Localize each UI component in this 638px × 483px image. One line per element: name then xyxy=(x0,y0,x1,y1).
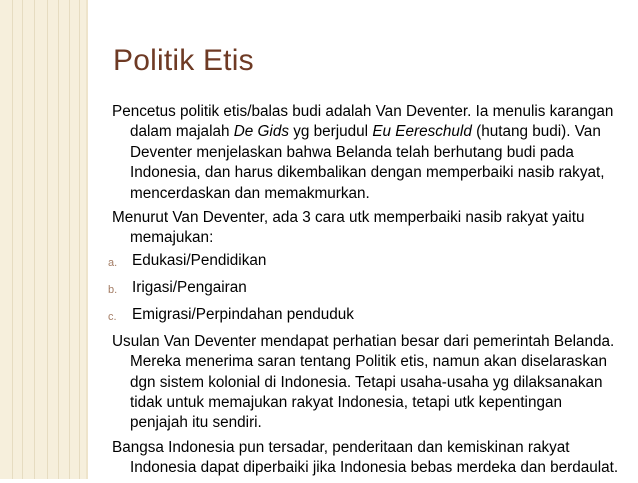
paragraph-text: yg berjudul xyxy=(289,123,373,141)
paragraph-government: Usulan Van Deventer mendapat perhatian besar dari pemerintah Belanda. Mereka menerima saran tentang Politik etis, namun akan diselaraskan dgn sistem kolonial di Indonesia. Tetapi usaha-usaha yg dilaksanakan tidak untuk memajukan rakyat Indonesia, tetapi utk kepentingan penjajah itu sendiri. xyxy=(112,332,615,432)
list-letter: a. xyxy=(108,256,118,269)
list-item-text: Emigrasi/Perpindahan penduduk xyxy=(132,305,354,323)
article-title: Eu Eereschuld xyxy=(372,123,472,141)
slide-body xyxy=(108,102,624,483)
magazine-name: De Gids xyxy=(233,123,289,141)
list-item-text: Irigasi/Pengairan xyxy=(132,278,247,296)
list-item xyxy=(108,251,624,274)
side-divider xyxy=(86,0,88,479)
paragraph-awareness: Bangsa Indonesia pun tersadar, penderitaan dan kemiskinan rakyat Indonesia dapat diperbaiki jika Indonesia bebas merdeka dan berdaulat. xyxy=(112,438,619,477)
paragraph-text: Pencetus politik etis/balas budi adalah Van Deventer. Ia menulis karangan dalam majalah xyxy=(112,103,614,141)
paragraph-origin xyxy=(112,102,624,204)
list-item xyxy=(108,278,624,301)
list-letter: b. xyxy=(108,283,118,296)
list-letter: c. xyxy=(108,310,117,323)
decorative-side-band xyxy=(0,0,86,479)
paragraph-ways: Menurut Van Deventer, ada 3 cara utk memperbaiki nasib rakyat yaitu memajukan: xyxy=(112,209,585,247)
list-item xyxy=(108,305,624,328)
list-item-text: Edukasi/Pendidikan xyxy=(132,251,267,269)
slide-title: Politik Etis xyxy=(113,44,254,77)
paragraph-text: (hutang budi). Van Deventer menjelaskan bahwa Belanda telah berhutang budi pada Indonesia, dan harus dikembalikan dengan memperbaiki nasib rakyat, mencerdaskan dan memakmurkan. xyxy=(130,123,605,202)
